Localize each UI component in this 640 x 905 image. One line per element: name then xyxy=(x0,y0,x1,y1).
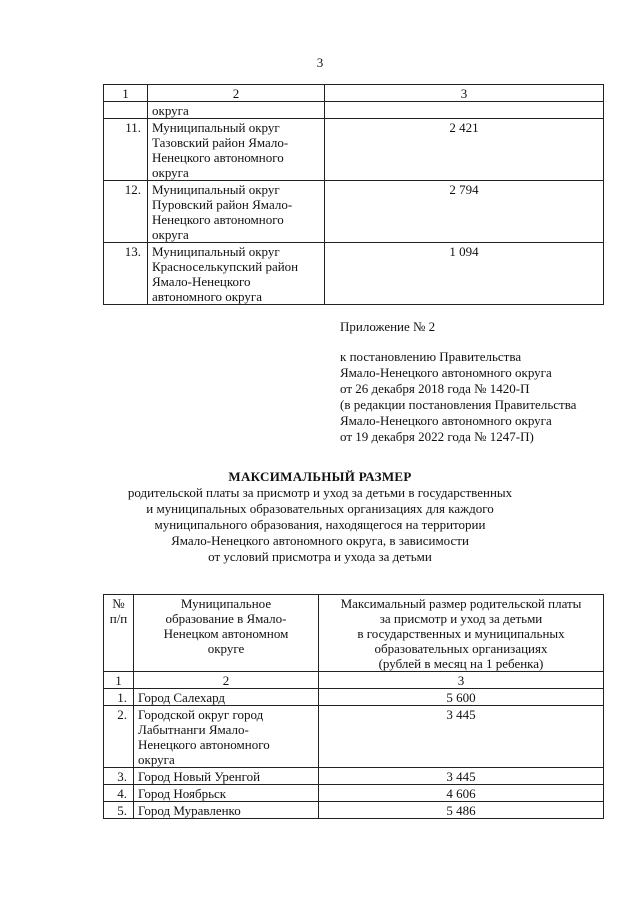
column-header-cell xyxy=(319,595,604,672)
district-name-line: Тазовский район Ямало- xyxy=(152,135,289,150)
appendix-title: Приложение № 2 xyxy=(340,319,436,334)
fee-value-cell: 1 094 xyxy=(325,243,604,305)
fee-value-cell: 2 794 xyxy=(325,181,604,243)
municipality-name-line: Лабытнанги Ямало- xyxy=(138,722,249,737)
column-header-line: Максимальный размер родительской платы xyxy=(340,596,582,611)
column-number-cell: 2 xyxy=(148,85,325,102)
municipality-name-line: Город Муравленко xyxy=(138,803,241,818)
fee-value-cell: 3 445 xyxy=(319,768,604,785)
district-name-line: автономного округа xyxy=(152,289,262,304)
district-name-line: Ямало-Ненецкого xyxy=(152,274,251,289)
max-fee-table xyxy=(103,594,604,819)
column-number-cell: 1 xyxy=(104,85,148,102)
fee-value-cell: 3 445 xyxy=(319,706,604,768)
table-row xyxy=(104,785,604,802)
heading-line: и муниципальных образовательных организациях для каждого xyxy=(146,501,494,516)
row-number-cell: 1. xyxy=(104,689,134,706)
districts-table-continued xyxy=(103,84,604,305)
heading-title: МАКСИМАЛЬНЫЙ РАЗМЕР xyxy=(228,469,412,484)
districts-table-body xyxy=(104,85,604,305)
heading-subtitle xyxy=(90,485,550,565)
table-header-row xyxy=(104,85,604,102)
municipality-name-line: Ненецкого автономного xyxy=(138,737,270,752)
column-number-cell: 3 xyxy=(325,85,604,102)
district-name-line: округа xyxy=(152,227,189,242)
table-row xyxy=(104,706,604,768)
district-name-line: Ненецкого автономного xyxy=(152,212,284,227)
table-row xyxy=(104,243,604,305)
fee-value-cell: 5 600 xyxy=(319,689,604,706)
max-fee-table-body xyxy=(104,595,604,819)
column-header-line: Ненецком автономном xyxy=(163,626,289,641)
column-number-row xyxy=(104,672,604,689)
district-name-cell xyxy=(148,243,325,305)
appendix-line: от 19 декабря 2022 года № 1247-П) xyxy=(340,429,534,444)
table-row xyxy=(104,802,604,819)
municipality-name-cell xyxy=(134,689,319,706)
appendix-line: Ямало-Ненецкого автономного округа xyxy=(340,413,552,428)
row-number-cell: 12. xyxy=(104,181,148,243)
row-number-cell: 4. xyxy=(104,785,134,802)
fee-value-cell xyxy=(325,102,604,119)
table-row xyxy=(104,181,604,243)
column-header-line: Муниципальное xyxy=(180,596,272,611)
appendix-lines xyxy=(340,349,630,445)
column-header-line: образовательных организациях xyxy=(374,641,548,656)
fee-value-cell: 4 606 xyxy=(319,785,604,802)
column-number-cell: 3 xyxy=(319,672,604,689)
heading-line: Ямало-Ненецкого автономного округа, в зависимости xyxy=(171,533,469,548)
column-header-line: округе xyxy=(207,641,245,656)
heading-line: от условий присмотра и ухода за детьми xyxy=(208,549,432,564)
row-number-cell: 11. xyxy=(104,119,148,181)
district-name-cell xyxy=(148,102,325,119)
fee-value-cell: 5 486 xyxy=(319,802,604,819)
municipality-name-line: Город Салехард xyxy=(138,690,226,705)
district-name-line: Муниципальный округ xyxy=(152,244,280,259)
district-name-line: Пуровский район Ямало- xyxy=(152,197,293,212)
district-name-line: округа xyxy=(152,165,189,180)
municipality-name-line: Городской округ город xyxy=(138,707,264,722)
appendix-line: от 26 декабря 2018 года № 1420-П xyxy=(340,381,530,396)
page-number: 3 xyxy=(316,55,324,70)
municipality-name-line: округа xyxy=(138,752,175,767)
municipality-name-cell xyxy=(134,785,319,802)
row-number-cell: 2. xyxy=(104,706,134,768)
column-header-line: п/п xyxy=(109,611,128,626)
column-header-cell xyxy=(104,595,134,672)
heading-line: родительской платы за присмотр и уход за детьми в государственных xyxy=(127,485,513,500)
fee-value-cell: 2 421 xyxy=(325,119,604,181)
table-row xyxy=(104,689,604,706)
appendix-line: (в редакции постановления Правительства xyxy=(340,397,577,412)
table-row xyxy=(104,768,604,785)
column-header-line: за присмотр и уход за детьми xyxy=(379,611,543,626)
row-number-cell: 3. xyxy=(104,768,134,785)
column-number-cell: 1 xyxy=(104,672,134,689)
heading-line: муниципального образования, находящегося на территории xyxy=(154,517,486,532)
district-name-line: Муниципальный округ xyxy=(152,182,280,197)
district-name-line: Муниципальный округ xyxy=(152,120,280,135)
row-number-cell: 5. xyxy=(104,802,134,819)
municipality-name-cell xyxy=(134,768,319,785)
table-header-row xyxy=(104,595,604,672)
column-header-line: образование в Ямало- xyxy=(165,611,287,626)
row-number-cell xyxy=(104,102,148,119)
municipality-name-line: Город Ноябрьск xyxy=(138,786,227,801)
appendix-line: к постановлению Правительства xyxy=(340,349,522,364)
column-header-line: в государственных и муниципальных xyxy=(357,626,565,641)
district-name-line: Красноселькупский район xyxy=(152,259,299,274)
district-name-line: округа xyxy=(152,103,189,118)
table-row xyxy=(104,102,604,119)
municipality-name-cell xyxy=(134,802,319,819)
district-name-line: Ненецкого автономного xyxy=(152,150,284,165)
table-row xyxy=(104,119,604,181)
district-name-cell xyxy=(148,181,325,243)
document-heading xyxy=(90,469,550,565)
appendix-note xyxy=(340,319,630,445)
municipality-name-line: Город Новый Уренгой xyxy=(138,769,261,784)
column-number-cell: 2 xyxy=(134,672,319,689)
row-number-cell: 13. xyxy=(104,243,148,305)
column-header-line: № xyxy=(112,596,125,611)
appendix-line: Ямало-Ненецкого автономного округа xyxy=(340,365,552,380)
district-name-cell xyxy=(148,119,325,181)
column-header-cell xyxy=(134,595,319,672)
municipality-name-cell xyxy=(134,706,319,768)
column-header-line: (рублей в месяц на 1 ребенка) xyxy=(378,656,544,671)
